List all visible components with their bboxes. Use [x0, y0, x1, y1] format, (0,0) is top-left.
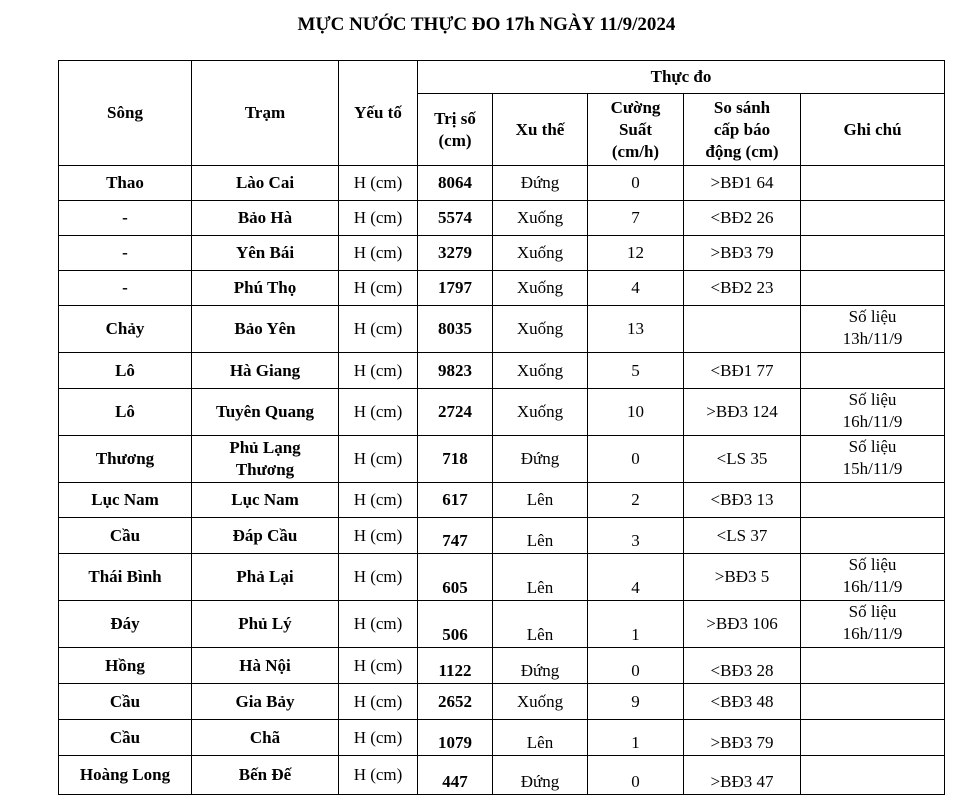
cell-triso: 605 [418, 554, 493, 601]
header-xuthe: Xu thế [493, 94, 588, 166]
cell-song: Chảy [59, 306, 192, 353]
cell-xuthe: Xuống [493, 389, 588, 436]
cell-yeuto: H (cm) [339, 720, 418, 756]
cell-tram: Lục Nam [192, 483, 339, 518]
cell-yeuto: H (cm) [339, 684, 418, 720]
table-row [59, 389, 945, 436]
cell-song: Thương [59, 436, 192, 483]
cell-sosanh: >BĐ3 79 [684, 720, 801, 756]
table-row [59, 483, 945, 518]
cell-song: - [59, 271, 192, 306]
table-row [59, 684, 945, 720]
cell-tram: Yên Bái [192, 236, 339, 271]
cell-ghichu [801, 648, 945, 684]
cell-yeuto: H (cm) [339, 554, 418, 601]
cell-xuthe: Xuống [493, 306, 588, 353]
cell-xuthe: Xuống [493, 353, 588, 389]
table-body [59, 166, 945, 795]
cell-yeuto: H (cm) [339, 306, 418, 353]
table-row [59, 554, 945, 601]
cell-cuongsuat: 2 [588, 483, 684, 518]
cell-sosanh: >BĐ3 79 [684, 236, 801, 271]
table-row [59, 201, 945, 236]
cell-ghichu [801, 236, 945, 271]
cell-cuongsuat: 3 [588, 518, 684, 554]
cell-song: Hồng [59, 648, 192, 684]
cell-triso: 9823 [418, 353, 493, 389]
header-thucdo: Thực đo [418, 61, 945, 94]
cell-cuongsuat: 0 [588, 166, 684, 201]
cell-xuthe: Đứng [493, 756, 588, 795]
cell-song: Thái Bình [59, 554, 192, 601]
cell-cuongsuat: 0 [588, 648, 684, 684]
cell-ghichu [801, 353, 945, 389]
cell-ghichu: Số liệu 16h/11/9 [801, 389, 945, 436]
page-title: MỰC NƯỚC THỰC ĐO 17h NGÀY 11/9/2024 [297, 14, 676, 35]
table-row [59, 436, 945, 483]
cell-ghichu: Số liệu 16h/11/9 [801, 601, 945, 648]
table-row [59, 271, 945, 306]
cell-yeuto: H (cm) [339, 483, 418, 518]
cell-triso: 506 [418, 601, 493, 648]
cell-triso: 5574 [418, 201, 493, 236]
cell-yeuto: H (cm) [339, 201, 418, 236]
cell-tram: Hà Nội [192, 648, 339, 684]
water-level-table [58, 60, 945, 795]
cell-triso: 3279 [418, 236, 493, 271]
cell-tram: Bến Đế [192, 756, 339, 795]
cell-cuongsuat: 9 [588, 684, 684, 720]
cell-song: Đáy [59, 601, 192, 648]
cell-cuongsuat: 1 [588, 720, 684, 756]
cell-tram: Lào Cai [192, 166, 339, 201]
cell-ghichu [801, 166, 945, 201]
table-row [59, 720, 945, 756]
cell-yeuto: H (cm) [339, 353, 418, 389]
cell-xuthe: Lên [493, 483, 588, 518]
cell-yeuto: H (cm) [339, 518, 418, 554]
cell-sosanh: >BĐ3 47 [684, 756, 801, 795]
cell-triso: 447 [418, 756, 493, 795]
cell-triso: 1797 [418, 271, 493, 306]
cell-xuthe: Đứng [493, 436, 588, 483]
cell-tram: Phả Lại [192, 554, 339, 601]
cell-ghichu [801, 720, 945, 756]
table-row [59, 353, 945, 389]
cell-tram: Chã [192, 720, 339, 756]
cell-cuongsuat: 4 [588, 554, 684, 601]
cell-xuthe: Lên [493, 601, 588, 648]
table-row [59, 236, 945, 271]
header-cuongsuat: Cường Suất (cm/h) [588, 94, 684, 166]
cell-triso: 617 [418, 483, 493, 518]
cell-ghichu: Số liệu 13h/11/9 [801, 306, 945, 353]
cell-tram: Gia Bảy [192, 684, 339, 720]
cell-sosanh: <BĐ2 26 [684, 201, 801, 236]
cell-song: Cầu [59, 684, 192, 720]
cell-yeuto: H (cm) [339, 648, 418, 684]
cell-song: - [59, 236, 192, 271]
cell-yeuto: H (cm) [339, 436, 418, 483]
table-row [59, 306, 945, 353]
cell-triso: 8064 [418, 166, 493, 201]
header-song: Sông [59, 61, 192, 166]
cell-xuthe: Đứng [493, 648, 588, 684]
cell-tram: Phủ Lý [192, 601, 339, 648]
cell-tram: Tuyên Quang [192, 389, 339, 436]
cell-tram: Bảo Yên [192, 306, 339, 353]
cell-xuthe: Đứng [493, 166, 588, 201]
header-triso: Trị số (cm) [418, 94, 493, 166]
cell-cuongsuat: 0 [588, 436, 684, 483]
table-row [59, 601, 945, 648]
cell-tram: Phú Thọ [192, 271, 339, 306]
table-row [59, 756, 945, 795]
cell-sosanh: <LS 37 [684, 518, 801, 554]
table-row [59, 648, 945, 684]
cell-sosanh [684, 306, 801, 353]
cell-tram: Bảo Hà [192, 201, 339, 236]
cell-xuthe: Xuống [493, 236, 588, 271]
cell-ghichu [801, 518, 945, 554]
cell-cuongsuat: 0 [588, 756, 684, 795]
cell-xuthe: Lên [493, 518, 588, 554]
cell-triso: 718 [418, 436, 493, 483]
cell-song: - [59, 201, 192, 236]
cell-xuthe: Lên [493, 554, 588, 601]
cell-ghichu: Số liệu 15h/11/9 [801, 436, 945, 483]
cell-yeuto: H (cm) [339, 389, 418, 436]
cell-cuongsuat: 1 [588, 601, 684, 648]
cell-ghichu [801, 201, 945, 236]
cell-yeuto: H (cm) [339, 166, 418, 201]
cell-xuthe: Xuống [493, 201, 588, 236]
cell-triso: 1079 [418, 720, 493, 756]
cell-sosanh: >BĐ3 5 [684, 554, 801, 601]
table-row [59, 518, 945, 554]
cell-yeuto: H (cm) [339, 601, 418, 648]
header-tram: Trạm [192, 61, 339, 166]
cell-ghichu [801, 483, 945, 518]
cell-tram: Phủ Lạng Thương [192, 436, 339, 483]
header-sosanh: So sánh cấp báo động (cm) [684, 94, 801, 166]
cell-xuthe: Xuống [493, 684, 588, 720]
cell-tram: Hà Giang [192, 353, 339, 389]
cell-sosanh: <LS 35 [684, 436, 801, 483]
cell-song: Cầu [59, 720, 192, 756]
cell-song: Hoàng Long [59, 756, 192, 795]
cell-sosanh: <BĐ3 28 [684, 648, 801, 684]
cell-cuongsuat: 7 [588, 201, 684, 236]
cell-song: Cầu [59, 518, 192, 554]
cell-song: Lô [59, 389, 192, 436]
cell-triso: 747 [418, 518, 493, 554]
cell-sosanh: >BĐ1 64 [684, 166, 801, 201]
cell-sosanh: <BĐ2 23 [684, 271, 801, 306]
cell-ghichu [801, 756, 945, 795]
header-yeuto: Yếu tố [339, 61, 418, 166]
cell-sosanh: >BĐ3 106 [684, 601, 801, 648]
cell-tram: Đáp Cầu [192, 518, 339, 554]
cell-ghichu: Số liệu 16h/11/9 [801, 554, 945, 601]
cell-cuongsuat: 4 [588, 271, 684, 306]
cell-ghichu [801, 684, 945, 720]
table-row [59, 166, 945, 201]
cell-song: Thao [59, 166, 192, 201]
cell-triso: 8035 [418, 306, 493, 353]
cell-triso: 2652 [418, 684, 493, 720]
header-ghichu: Ghi chú [801, 94, 945, 166]
cell-sosanh: >BĐ3 124 [684, 389, 801, 436]
cell-yeuto: H (cm) [339, 756, 418, 795]
cell-cuongsuat: 12 [588, 236, 684, 271]
cell-cuongsuat: 5 [588, 353, 684, 389]
cell-song: Lô [59, 353, 192, 389]
cell-xuthe: Xuống [493, 271, 588, 306]
cell-sosanh: <BĐ1 77 [684, 353, 801, 389]
cell-triso: 2724 [418, 389, 493, 436]
cell-song: Lục Nam [59, 483, 192, 518]
cell-xuthe: Lên [493, 720, 588, 756]
cell-cuongsuat: 13 [588, 306, 684, 353]
cell-ghichu [801, 271, 945, 306]
cell-yeuto: H (cm) [339, 271, 418, 306]
cell-cuongsuat: 10 [588, 389, 684, 436]
cell-triso: 1122 [418, 648, 493, 684]
cell-sosanh: <BĐ3 13 [684, 483, 801, 518]
cell-yeuto: H (cm) [339, 236, 418, 271]
cell-sosanh: <BĐ3 48 [684, 684, 801, 720]
